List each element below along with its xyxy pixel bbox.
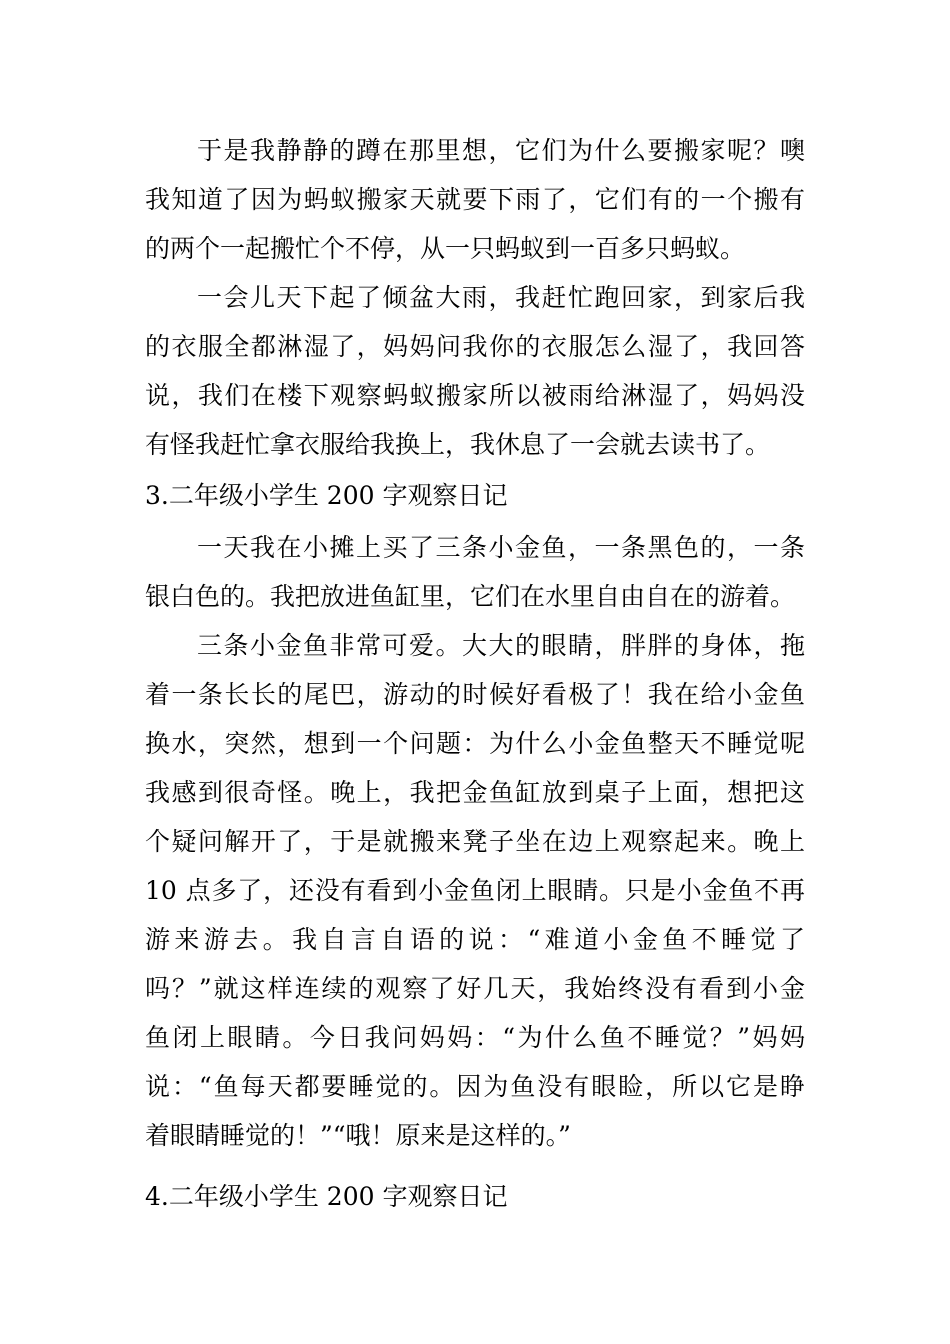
paragraph-line: 银白色的。我把放进鱼缸里，它们在水里自由自在的游着。 — [145, 582, 796, 611]
paragraph-line: 我知道了因为蚂蚁搬家天就要下雨了，它们有的一个搬有 — [145, 185, 805, 214]
paragraph-line: 的两个一起搬忙个不停，从一只蚂蚁到一百多只蚂蚁。 — [145, 234, 746, 263]
paragraph-line: 一天我在小摊上买了三条小金鱼，一条黑色的，一条 — [197, 533, 805, 562]
paragraph-line: 的衣服全都淋湿了，妈妈问我你的衣服怎么湿了，我回答 — [145, 332, 805, 361]
paragraph-line: 吗？”就这样连续的观察了好几天，我始终没有看到小金 — [145, 974, 805, 1003]
paragraph-line: 三条小金鱼非常可爱。大大的眼睛，胖胖的身体，拖 — [197, 631, 805, 660]
paragraph-line: 说：“鱼每天都要睡觉的。因为鱼没有眼睑，所以它是睁 — [145, 1072, 805, 1101]
paragraph-line: 有怪我赶忙拿衣服给我换上，我休息了一会就去读书了。 — [145, 430, 771, 459]
paragraph-line: 鱼闭上眼睛。今日我问妈妈：“为什么鱼不睡觉？”妈妈 — [145, 1023, 805, 1052]
paragraph-line: 着一条长长的尾巴，游动的时候好看极了！我在给小金鱼 — [145, 680, 805, 709]
paragraph-line: 10 点多了，还没有看到小金鱼闭上眼睛。只是小金鱼不再 — [145, 876, 805, 905]
paragraph-line: 说，我们在楼下观察蚂蚁搬家所以被雨给淋湿了，妈妈没 — [145, 381, 805, 410]
paragraph-line: 于是我静静的蹲在那里想，它们为什么要搬家呢？噢 — [197, 136, 805, 165]
paragraph-line: 个疑问解开了，于是就搬来凳子坐在边上观察起来。晚上 — [145, 827, 805, 856]
paragraph-line: 换水，突然，想到一个问题：为什么小金鱼整天不睡觉呢 — [145, 729, 805, 758]
paragraph-line: 游来游去。我自言自语的说：“难道小金鱼不睡觉了 — [145, 925, 805, 954]
paragraph-line: 一会儿天下起了倾盆大雨，我赶忙跑回家，到家后我 — [197, 283, 805, 312]
paragraph-line: 我感到很奇怪。晚上，我把金鱼缸放到桌子上面，想把这 — [145, 778, 805, 807]
paragraph-line: 着眼睛睡觉的！”“哦！原来是这样的。” — [145, 1121, 571, 1150]
section-heading: 3.二年级小学生 200 字观察日记 — [145, 481, 508, 510]
section-heading: 4.二年级小学生 200 字观察日记 — [145, 1182, 508, 1211]
